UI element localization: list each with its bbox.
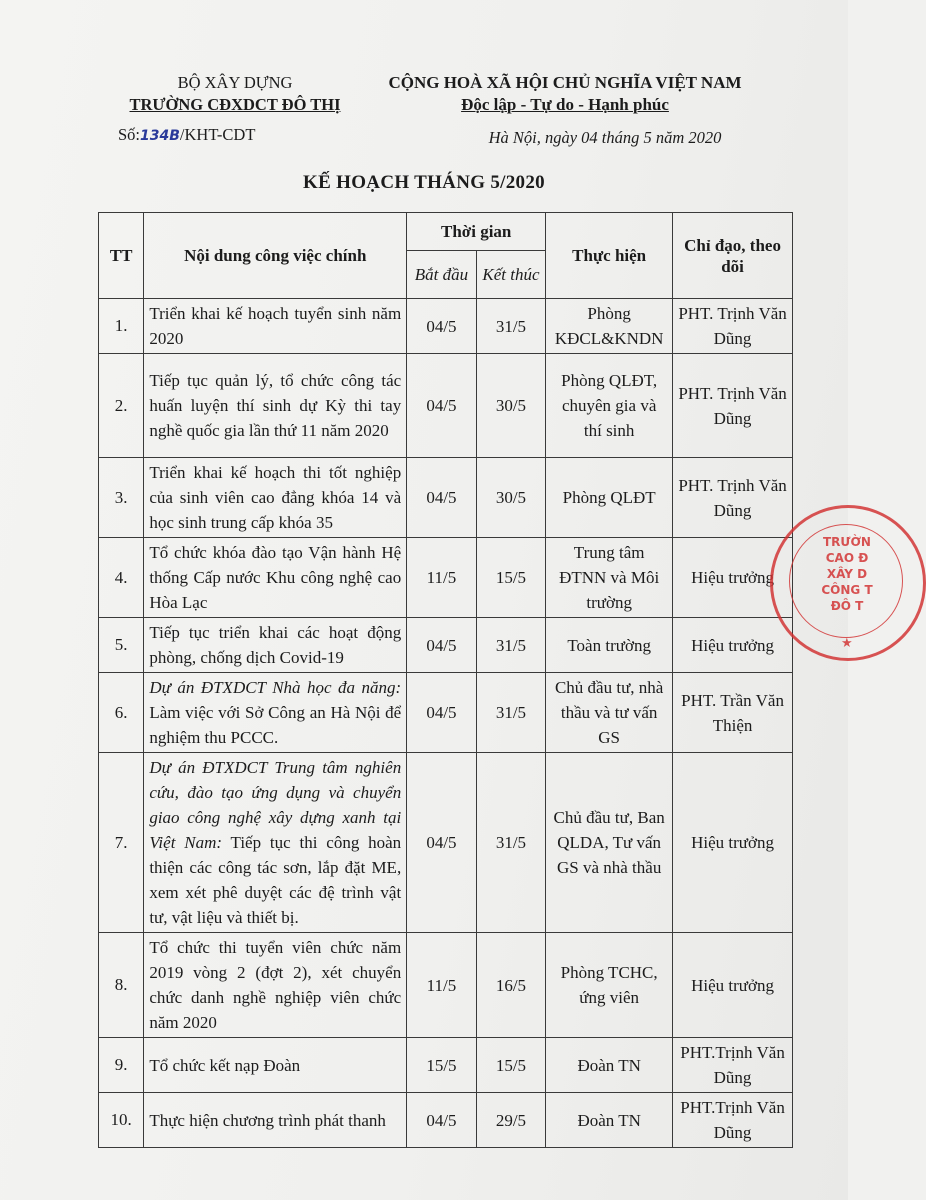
task-project-name: Dự án ĐTXDCT Trung tâm nghiên cứu, đào tạo ứng dụng và chuyển giao công nghệ xây dựng xanh tại Việt Nam: — [149, 758, 402, 852]
task-text: Tiếp tục thi công hoàn thiện các công tác sơn, lắp đặt ME, xem xét phê duyệt các đệ trình vật tư, vật liệu và thiết bị. — [149, 833, 402, 927]
start-date: 15/5 — [407, 1038, 477, 1093]
supervisor: Hiệu trưởng — [673, 933, 793, 1038]
end-date: 30/5 — [476, 458, 546, 538]
supervisor: Hiệu trưởng — [673, 538, 793, 618]
doc-number-suffix: /KHT-CDT — [179, 125, 256, 144]
start-date: 11/5 — [407, 538, 477, 618]
executor: Toàn trường — [546, 618, 673, 673]
row-number: 6. — [99, 673, 144, 753]
ministry-name: BỘ XÂY DỰNG — [177, 73, 293, 92]
row-number: 5. — [99, 618, 144, 673]
header-executor: Thực hiện — [546, 213, 673, 299]
table-row — [99, 933, 793, 1038]
end-date: 31/5 — [476, 618, 546, 673]
seal-line: CAO Đ — [825, 551, 869, 565]
executor: Phòng KĐCL&KNDN — [546, 299, 673, 354]
start-date: 04/5 — [407, 673, 477, 753]
task-description — [144, 753, 407, 933]
row-number: 1. — [99, 299, 144, 354]
task-description — [144, 673, 407, 753]
executor: Trung tâm ĐTNN và Môi trường — [546, 538, 673, 618]
document-date: Hà Nội, ngày 04 tháng 5 năm 2020 — [488, 128, 722, 147]
table-row — [99, 458, 793, 538]
table-row — [99, 1038, 793, 1093]
task-description — [144, 538, 407, 618]
header-supervisor: Chỉ đạo, theo dõi — [673, 213, 793, 299]
start-date: 11/5 — [407, 933, 477, 1038]
table-row — [99, 299, 793, 354]
task-text: Tiếp tục quản lý, tổ chức công tác huấn luyện thí sinh dự Kỳ thi tay nghề quốc gia lần thứ 11 năm 2020 — [149, 371, 402, 440]
start-date: 04/5 — [407, 299, 477, 354]
supervisor: PHT.Trịnh Văn Dũng — [673, 1093, 793, 1148]
header-time: Thời gian — [407, 213, 546, 251]
header-start: Bắt đầu — [407, 251, 477, 299]
supervisor: PHT. Trịnh Văn Dũng — [673, 354, 793, 458]
header-content: Nội dung công việc chính — [144, 213, 407, 299]
seal-line: ĐÔ T — [830, 599, 864, 613]
executor: Phòng TCHC, ứng viên — [546, 933, 673, 1038]
end-date: 16/5 — [476, 933, 546, 1038]
executor: Chủ đầu tư, nhà thầu và tư vấn GS — [546, 673, 673, 753]
table-row — [99, 538, 793, 618]
task-description — [144, 1038, 407, 1093]
row-number: 4. — [99, 538, 144, 618]
official-seal — [770, 505, 926, 661]
seal-text — [807, 534, 887, 614]
end-date: 29/5 — [476, 1093, 546, 1148]
school-name: TRƯỜNG CĐXDCT ĐÔ THỊ — [129, 95, 341, 114]
doc-number-handwritten: 134B — [140, 128, 180, 144]
task-description — [144, 618, 407, 673]
supervisor: PHT. Trịnh Văn Dũng — [673, 299, 793, 354]
supervisor: PHT.Trịnh Văn Dũng — [673, 1038, 793, 1093]
table-row — [99, 753, 793, 933]
row-number: 9. — [99, 1038, 144, 1093]
executor: Phòng QLĐT, chuyên gia và thí sinh — [546, 354, 673, 458]
table-row — [99, 1093, 793, 1148]
supervisor: Hiệu trưởng — [673, 618, 793, 673]
start-date: 04/5 — [407, 618, 477, 673]
seal-star-icon: ★ — [841, 636, 853, 651]
task-text: Tổ chức kết nạp Đoàn — [149, 1055, 301, 1075]
header-end: Kết thúc — [476, 251, 546, 299]
task-description — [144, 299, 407, 354]
task-description — [144, 458, 407, 538]
row-number: 3. — [99, 458, 144, 538]
end-date: 31/5 — [476, 753, 546, 933]
document-number — [118, 125, 255, 145]
plan-table-body — [99, 299, 793, 1148]
task-text: Tổ chức khóa đào tạo Vận hành Hệ thống Cấp nước Khu công nghệ cao Hòa Lạc — [149, 543, 402, 612]
executor: Chủ đầu tư, Ban QLDA, Tư vấn GS và nhà thầu — [546, 753, 673, 933]
seal-line: XÂY D — [826, 567, 868, 581]
plan-table — [98, 212, 793, 1148]
task-text: Tổ chức thi tuyển viên chức năm 2019 vòng 2 (đợt 2), xét chuyển chức danh nghề nghiệp viên chức năm 2020 — [149, 938, 402, 1032]
end-date: 31/5 — [476, 299, 546, 354]
supervisor: PHT. Trần Văn Thiện — [673, 673, 793, 753]
executor: Đoàn TN — [546, 1038, 673, 1093]
national-motto: Độc lập - Tự do - Hạnh phúc — [461, 95, 669, 114]
supervisor: Hiệu trưởng — [673, 753, 793, 933]
end-date: 30/5 — [476, 354, 546, 458]
end-date: 31/5 — [476, 673, 546, 753]
national-header — [360, 72, 770, 116]
task-description — [144, 1093, 407, 1148]
seal-line: CÔNG T — [821, 583, 873, 597]
start-date: 04/5 — [407, 458, 477, 538]
header-tt: TT — [99, 213, 144, 299]
start-date: 04/5 — [407, 1093, 477, 1148]
start-date: 04/5 — [407, 753, 477, 933]
row-number: 2. — [99, 354, 144, 458]
end-date: 15/5 — [476, 538, 546, 618]
task-text: Triển khai kế hoạch tuyển sinh năm 2020 — [149, 304, 402, 348]
issuer-block — [80, 72, 390, 116]
country-name: CỘNG HOÀ XÃ HỘI CHỦ NGHĨA VIỆT NAM — [388, 73, 742, 92]
task-description — [144, 354, 407, 458]
seal-line: TRƯỜN — [823, 535, 871, 549]
executor: Phòng QLĐT — [546, 458, 673, 538]
row-number: 10. — [99, 1093, 144, 1148]
row-number: 7. — [99, 753, 144, 933]
executor: Đoàn TN — [546, 1093, 673, 1148]
task-description — [144, 933, 407, 1038]
end-date: 15/5 — [476, 1038, 546, 1093]
table-row — [99, 354, 793, 458]
task-text: Triển khai kế hoạch thi tốt nghiệp của sinh viên cao đẳng khóa 14 và học sinh trung cấp khóa 35 — [149, 463, 402, 532]
start-date: 04/5 — [407, 354, 477, 458]
task-text: Làm việc với Sở Công an Hà Nội để nghiệm thu PCCC. — [149, 703, 402, 747]
row-number: 8. — [99, 933, 144, 1038]
supervisor: PHT. Trịnh Văn Dũng — [673, 458, 793, 538]
table-row — [99, 673, 793, 753]
task-text: Tiếp tục triển khai các hoạt động phòng, chống dịch Covid-19 — [149, 623, 402, 667]
document-title: KẾ HOẠCH THÁNG 5/2020 — [303, 172, 545, 193]
table-row — [99, 618, 793, 673]
task-text: Thực hiện chương trình phát thanh — [149, 1110, 386, 1130]
task-project-name: Dự án ĐTXDCT Nhà học đa năng: — [149, 678, 402, 697]
doc-number-prefix: Số: — [118, 125, 141, 144]
